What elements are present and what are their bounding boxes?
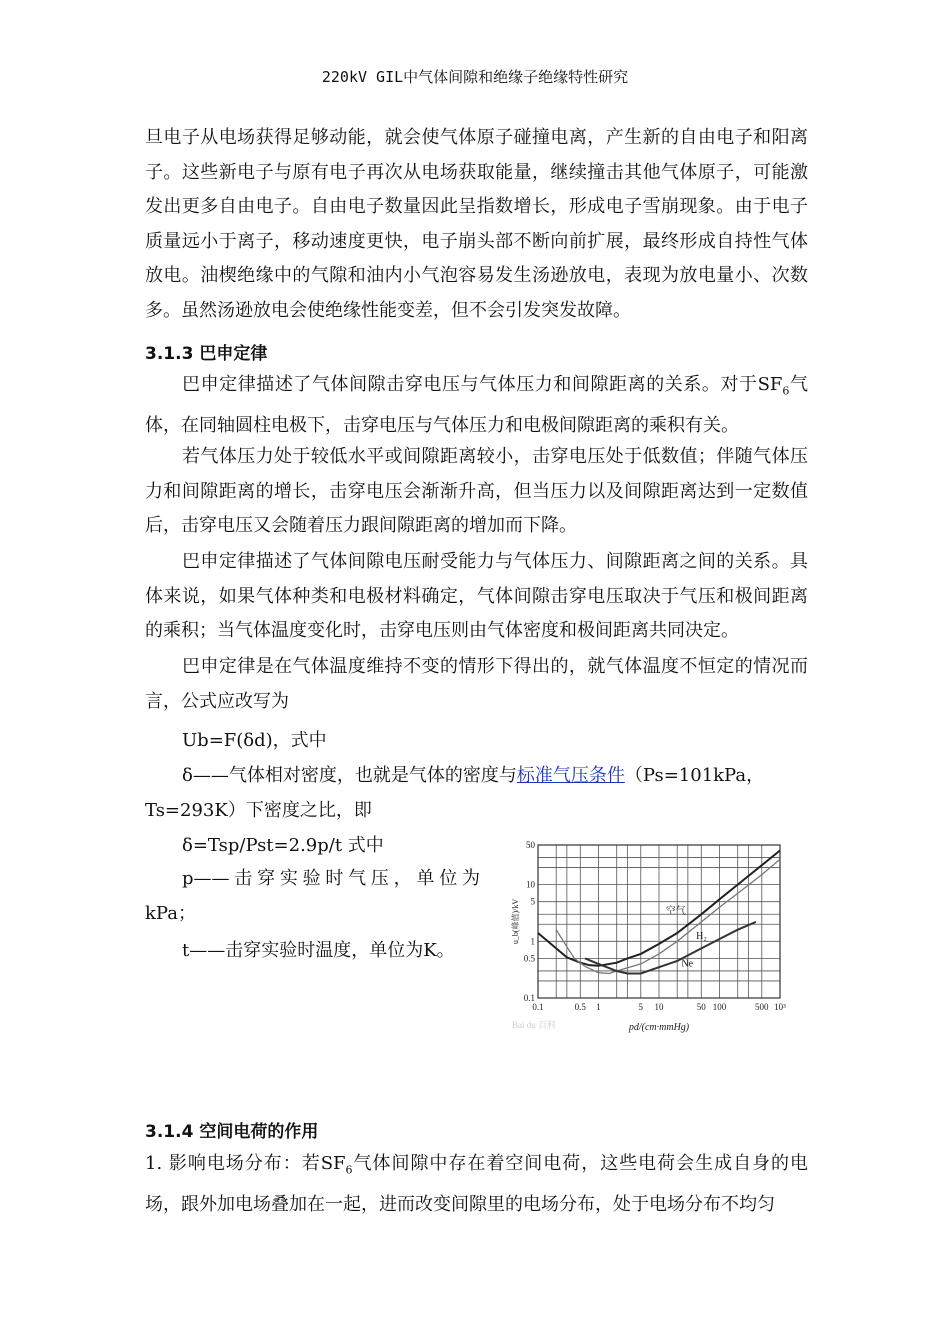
p-definition-char: 压 [370, 868, 389, 889]
x-tick-label: 500 [755, 1002, 769, 1012]
p-definition-char: ， [393, 868, 412, 889]
x-tick-label: 100 [712, 1002, 727, 1012]
paragraph-paschen-2: 若气体压力处于较低水平或间隙距离较小，击穿电压处于低数值；伴随气体压力和间隙距离的增长，击穿电压会渐渐升高，但当压力以及间隙距离达到一定数值后，击穿电压又会随着压力跟间隙距离的增加而下降。 [145, 446, 808, 537]
paragraph-paschen-1: 巴申定律描述了气体间隙击穿电压与气体压力和间隙距离的关系。对于$SF_6$气体，在同轴圆柱电极下，击穿电压与气体压力和电极间隙距离的乘积有关。 [145, 374, 808, 437]
series-label: 空气 [665, 905, 686, 917]
y-tick-label: 0.1 [523, 993, 535, 1003]
page-header: 220kV GIL中气体间隙和绝缘子绝缘特性研究 [321, 68, 629, 86]
delta-definition: δ——气体相对密度，也就是气体的密度与标准气压条件（Ps=101kPa， [182, 765, 765, 786]
paragraph-paschen-4: 巴申定律是在气体温度维持不变的情形下得出的，就气体温度不恒定的情况而言，公式应改写为 [145, 656, 808, 712]
paschen-curve-figure [510, 830, 800, 1040]
intro-paragraph: 旦电子从电场获得足够动能，就会使气体原子碰撞电离，产生新的自由电子和阳离子。这些新电子与原有电子再次从电场获取能量，继续撞击其他气体原子，可能激发出更多自由电子。自由电子数量因此呈指数增长，形成电子雪崩现象。由于电子质量远小于离子，移动速度更快，电子崩头部不断向前扩展，最终形成自持性气体放电。油楔绝缘中的气隙和油内小气泡容易发生汤逊放电，表现为放电量小、次数多。虽然汤逊放电会使绝缘性能变差，但不会引发突发故障。 [145, 127, 808, 321]
p-definition-char: 验 [302, 868, 321, 889]
section-heading-3-1-3: 3.1.3 巴申定律 [145, 344, 268, 364]
series-label: H₂ [696, 930, 707, 942]
x-axis-label: pd/(cm·mmHg) [628, 1022, 690, 1033]
y-tick-label: 1 [530, 936, 535, 947]
p-definition-char: 穿 [257, 868, 276, 889]
p-definition-char: 时 [325, 868, 344, 889]
y-tick-label: 5 [530, 896, 535, 907]
x-tick-label: 0.1 [532, 1002, 544, 1012]
y-tick-label: 10 [526, 879, 535, 890]
x-tick-label: 10 [654, 1002, 664, 1012]
y-tick-label: 0.5 [523, 953, 535, 964]
formula-ub: Ub=F(δd)，式中 [182, 730, 327, 751]
p-definition-char: 击 [234, 868, 253, 889]
formula-delta: δ=Tsp/Pst=2.9p/t 式中 [182, 835, 384, 856]
x-tick-label: 5 [638, 1002, 644, 1012]
series-label: Ne [681, 958, 694, 970]
x-tick-label: 1 [596, 1002, 601, 1012]
y-tick-label: 50 [526, 840, 535, 850]
p-definition-char: 位 [439, 868, 458, 889]
paragraph-space-charge-1: 1. 影响电场分布：若$SF_6$气体间隙中存在着空间电荷，这些电荷会生成自身的电场，跟外加电场叠加在一起，进而改变间隙里的电场分布，处于电场分布不均匀 [145, 1153, 809, 1216]
series-line-2 [585, 922, 756, 974]
p-definition-char: 为 [461, 868, 480, 889]
p-definition-char: 实 [279, 868, 298, 889]
t-definition: t——击穿实验时温度，单位为K。 [182, 940, 455, 961]
x-tick-label: 0.5 [574, 1002, 586, 1012]
p-definition-char: 气 [348, 868, 367, 889]
section-heading-3-1-4: 3.1.4 空间电荷的作用 [145, 1122, 319, 1142]
standard-pressure-link[interactable]: 标准气压条件 [516, 765, 625, 786]
p-definition-char: 单 [416, 868, 435, 889]
paragraph-paschen-3: 巴申定律描述了气体间隙电压耐受能力与气体压力、间隙距离之间的关系。具体来说，如果气体种类和电极材料确定，气体间隙击穿电压取决于气压和极间距离的乘积；当气体温度变化时，击穿电压则由气体密度和极间距离共同决定。 [145, 551, 808, 642]
x-tick-label: 10³ [774, 1002, 786, 1012]
x-tick-label: 50 [696, 1002, 706, 1012]
y-axis-label: u_b(峰值)/kV [511, 898, 520, 945]
p-definition-char: p—— [182, 868, 230, 889]
p-definition: p—— 击 穿 实 验 时 气 压 ， 单 位 为 kPa； [145, 861, 480, 931]
delta-definition-cont: Ts=293K）下密度之比，即 [145, 800, 372, 821]
watermark: Bai du 百科 [512, 1020, 556, 1030]
